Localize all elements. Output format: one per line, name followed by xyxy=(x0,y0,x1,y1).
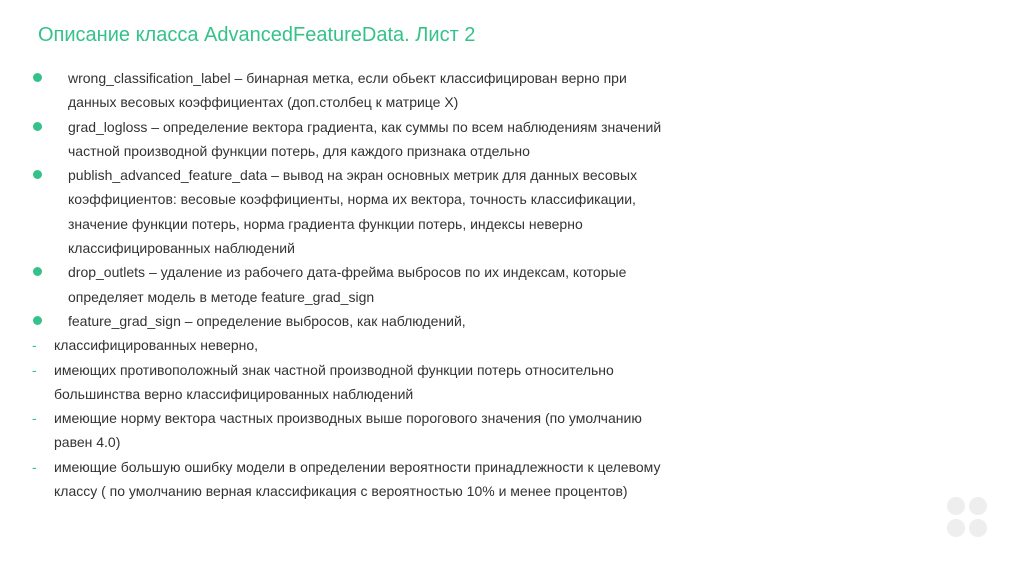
item-text-line: большинства верно классифицированных наблюдений xyxy=(54,385,414,402)
item-text-line: коэффициентов: весовые коэффициенты, норма их вектора, точность классификации, xyxy=(68,191,636,208)
item-text-line: grad_logloss – определение вектора градиента, как суммы по всем наблюдениям значений xyxy=(68,118,662,135)
item-text-line: feature_grad_sign – определение выбросов, как наблюдений, xyxy=(68,312,466,329)
dash-item xyxy=(30,358,810,407)
item-text-line: частной производной функции потерь, для каждого признака отдельно xyxy=(68,142,530,159)
dash-marker-icon: - xyxy=(32,361,37,378)
bullet-dot-icon xyxy=(33,316,42,325)
bullet-item xyxy=(30,260,810,309)
bullet-item xyxy=(30,309,810,333)
dash-marker-icon: - xyxy=(32,410,37,427)
dash-item xyxy=(30,333,810,357)
dash-item xyxy=(30,455,810,504)
bullet-item xyxy=(30,66,810,115)
item-text-line: имеющие большую ошибку модели в определении вероятности принадлежности к целевому xyxy=(54,458,661,475)
item-text-line: классифицированных наблюдений xyxy=(68,240,295,257)
item-text-line: имеющих противоположный знак частной производной функции потерь относительно xyxy=(54,361,614,378)
bullet-item xyxy=(30,163,810,260)
item-text-line: равен 4.0) xyxy=(54,434,121,451)
bullet-dot-icon xyxy=(33,73,42,82)
bullet-dot-icon xyxy=(33,122,42,131)
dash-marker-icon: - xyxy=(32,458,37,475)
slide-title: Описание класса AdvancedFeatureData. Лист 2 xyxy=(38,24,476,46)
item-text-line: определяет модель в методе feature_grad_sign xyxy=(68,288,375,305)
item-text-line: классифицированных неверно, xyxy=(54,337,259,354)
bullet-dot-icon xyxy=(33,267,42,276)
bullet-item xyxy=(30,115,810,164)
four-circles-logo-icon xyxy=(945,495,989,539)
item-text-line: данных весовых коэффициентах (доп.столбец к матрице X) xyxy=(68,94,459,111)
item-text-line: имеющие норму вектора частных производных выше порогового значения (по умолчанию xyxy=(54,410,642,427)
slide-content xyxy=(30,66,810,503)
item-text-line: drop_outlets – удаление из рабочего дата-фрейма выбросов по их индексам, которые xyxy=(68,264,627,281)
dash-marker-icon: - xyxy=(32,337,37,354)
dash-item xyxy=(30,406,810,455)
item-text-line: wrong_classification_label – бинарная метка, если обьект классифицирован верно при xyxy=(68,70,627,86)
bullet-dot-icon xyxy=(33,170,42,179)
item-text-line: значение функции потерь, норма градиента функции потерь, индексы неверно xyxy=(68,215,583,232)
item-text-line: publish_advanced_feature_data – вывод на экран основных метрик для данных весовых xyxy=(68,167,638,184)
item-text-line: классу ( по умолчанию верная классификация с вероятностью 10% и менее процентов) xyxy=(54,483,628,500)
